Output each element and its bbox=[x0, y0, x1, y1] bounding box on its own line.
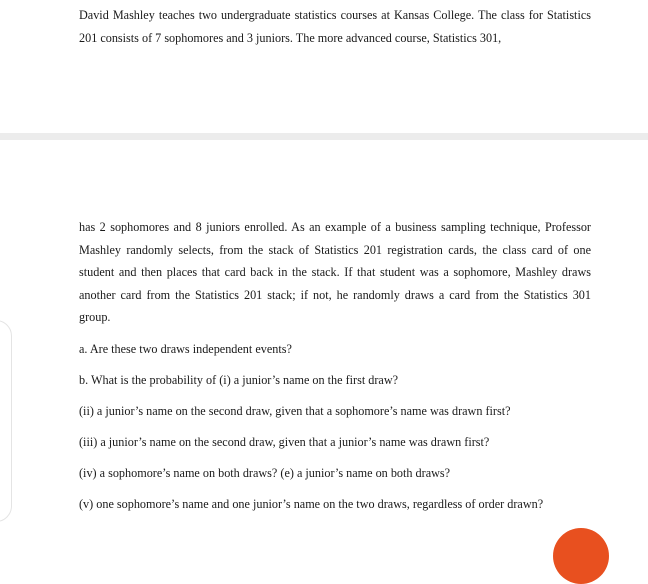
question-a: a. Are these two draws independent events? bbox=[79, 342, 292, 356]
question-b-v: (v) one sophomore’s name and one junior’s name on the two draws, regardless of order drawn? bbox=[79, 497, 544, 511]
side-panel-edge[interactable] bbox=[0, 320, 12, 522]
question-b-ii: (ii) a junior’s name on the second draw, given that a sophomore’s name was drawn first? bbox=[79, 404, 511, 418]
problem-continued-paragraph bbox=[79, 216, 591, 329]
problem-continued-text: has 2 sophomores and 8 juniors enrolled. As an example of a business sampling technique, Professor Mashley randomly selects, from the stack of Statistics 201 registration cards, the class card of one student and then places that card back in the stack. If that student was a sophomore, Mashley draws another card from the Statistics 201 stack; if not, he randomly draws a card from the Statistics 301 group. bbox=[79, 220, 591, 324]
question-b-i: b. What is the probability of (i) a junior’s name on the first draw? bbox=[79, 373, 399, 387]
question-b-iii: (iii) a junior’s name on the second draw, given that a junior’s name was drawn first? bbox=[79, 435, 490, 449]
question-b-iv: (iv) a sophomore’s name on both draws? (e) a junior’s name on both draws? bbox=[79, 466, 451, 480]
problem-intro-paragraph bbox=[79, 4, 591, 49]
problem-intro-text: David Mashley teaches two undergraduate statistics courses at Kansas College. The class for Statistics 201 consists of 7 sophomores and 3 juniors. The more advanced course, Statistics 301, bbox=[79, 8, 591, 45]
page-separator bbox=[0, 133, 648, 140]
floating-action-button[interactable] bbox=[553, 528, 609, 584]
